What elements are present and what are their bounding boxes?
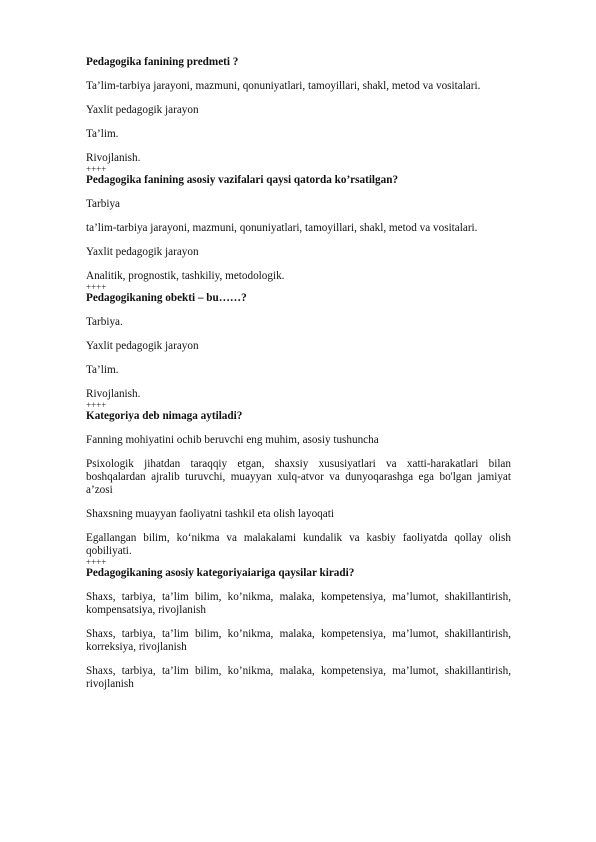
answer-option: Yaxlit pedagogik jarayon bbox=[86, 104, 199, 116]
answer-option: Ta’lim-tarbiya jarayoni, mazmuni, qonuniyatlari, tamoyillari, shakl, metod va vositalari. bbox=[86, 80, 481, 92]
question-title: Kategoriya deb nimaga aytiladi? bbox=[86, 410, 243, 422]
question-separator: ++++ bbox=[86, 164, 107, 174]
answer-option: Ta’lim. bbox=[86, 364, 119, 376]
answer-option: Psixologik jihatdan taraqqiy etgan, shaxsiy xususiyatlari va xatti-harakatlari bilan boshqalardan ajralib turuvchi, muayyan xulq-atvor va dunyoqarashga ega bo'lgan jamiyat a’zosi bbox=[86, 458, 511, 496]
question-separator: ++++ bbox=[86, 282, 107, 292]
question-separator: ++++ bbox=[86, 557, 107, 567]
answer-option: Shaxs, tarbiya, ta’lim bilim, ko’nikma, malaka, kompetensiya, ma’lumot, shakillantirish, korreksiya, rivojlanish bbox=[86, 628, 511, 653]
answer-option: Shaxs, tarbiya, ta’lim bilim, ko’nikma, malaka, kompetensiya, ma’lumot, shakillantirish, kompensatsiya, rivojlanish bbox=[86, 591, 511, 616]
answer-option: Fanning mohiyatini ochib beruvchi eng muhim, asosiy tushuncha bbox=[86, 434, 379, 446]
question-block-5 bbox=[86, 567, 511, 691]
answer-option: Analitik, prognostik, tashkiliy, metodologik. bbox=[86, 270, 285, 282]
answer-option: Shaxs, tarbiya, ta’lim bilim, ko’nikma, malaka, kompetensiya, ma’lumot, shakillantirish, rivojlanish bbox=[86, 665, 511, 690]
answer-option: Yaxlit pedagogik jarayon bbox=[86, 246, 199, 258]
question-separator: ++++ bbox=[86, 400, 107, 410]
question-block-1 bbox=[86, 56, 511, 174]
question-title: Pedagogika fanining asosiy vazifalari qaysi qatorda ko’rsatilgan? bbox=[86, 174, 399, 186]
answer-option: Shaxsning muayyan faoliyatni tashkil eta olish layoqati bbox=[86, 508, 334, 520]
question-title: Pedagogikaning obekti – bu……? bbox=[86, 292, 247, 304]
answer-option: Tarbiya bbox=[86, 198, 121, 210]
question-block-4 bbox=[86, 410, 511, 567]
question-title: Pedagogikaning asosiy kategoriyaiariga qaysilar kiradi? bbox=[86, 567, 355, 579]
question-block-3 bbox=[86, 292, 511, 410]
question-title: Pedagogika fanining predmeti ? bbox=[86, 56, 239, 68]
answer-option: ta’lim-tarbiya jarayoni, mazmuni, qonuniyatlari, tamoyillari, shakl, metod va vositalari. bbox=[86, 222, 478, 234]
document-page bbox=[86, 56, 511, 691]
question-block-2 bbox=[86, 174, 511, 292]
answer-option: Rivojlanish. bbox=[86, 152, 141, 164]
answer-option: Egallangan bilim, ko‘nikma va malakalami kundalik va kasbiy faoliyatda qollay olish qobiliyati. bbox=[86, 532, 511, 557]
answer-option: Rivojlanish. bbox=[86, 388, 141, 400]
answer-option: Tarbiya. bbox=[86, 316, 123, 328]
answer-option: Yaxlit pedagogik jarayon bbox=[86, 340, 199, 352]
answer-option: Ta’lim. bbox=[86, 128, 119, 140]
